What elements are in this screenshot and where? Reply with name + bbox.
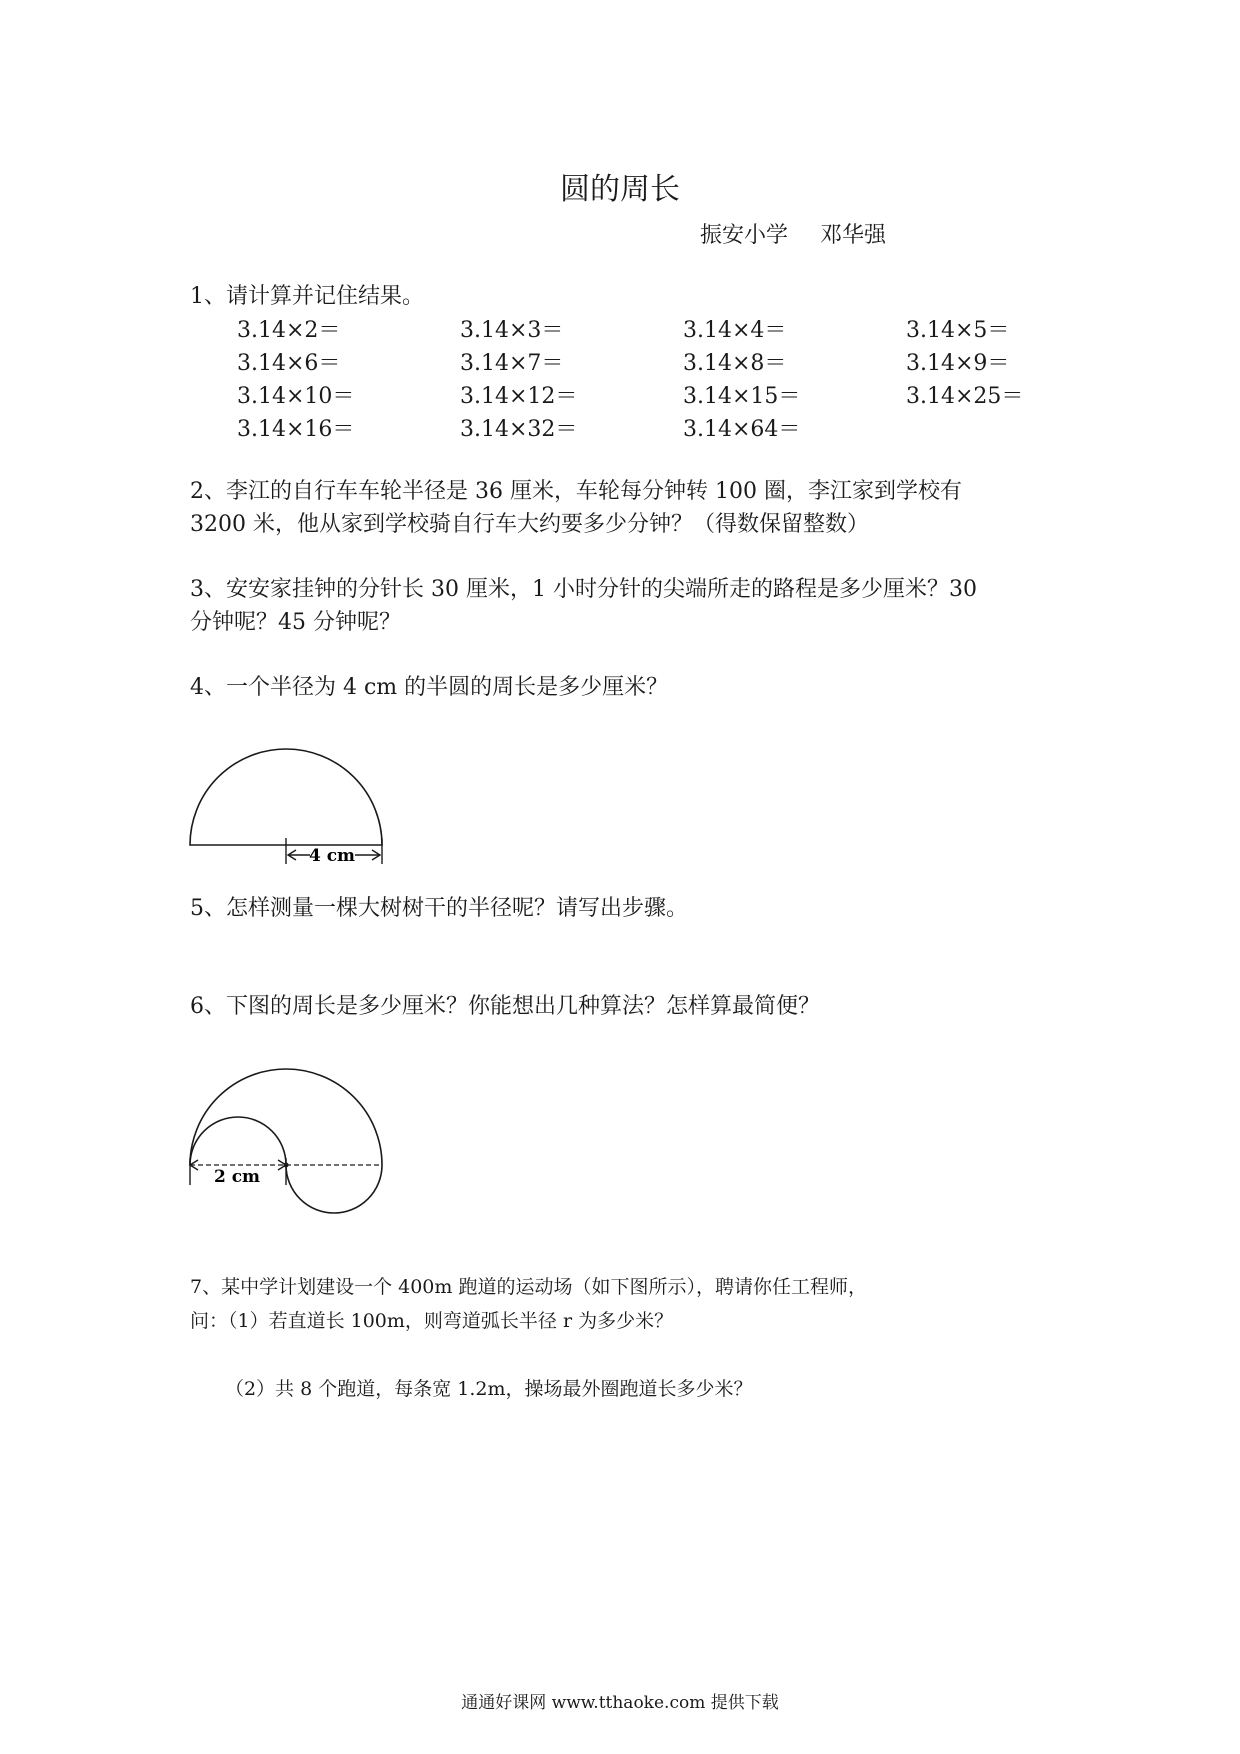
question-4-text: 4、一个半径为 4 cm 的半圆的周长是多少厘米？ [190,675,669,700]
question-2-line-2: 3200 米，他从家到学校骑自行车大约要多少分钟？（得数保留整数） [190,512,869,537]
question-7-line-3: （2）共 8 个跑道，每条宽 1.2m，操场最外圈跑道长多少米？ [225,1378,753,1400]
calculation-item: 3.14×7＝ [460,351,564,376]
footer-credit: 通通好课网 www.tthaoke.com 提供下载 [461,1693,779,1713]
question-3-line-1: 3、安安家挂钟的分针长 30 厘米，1 小时分针的尖端所走的路程是多少厘米？30 [190,577,977,602]
calculation-item: 3.14×10＝ [237,384,355,409]
large-semicircle-arc [190,1069,382,1165]
author-school: 振安小学 [700,223,789,248]
calculation-item: 3.14×16＝ [237,417,355,442]
calculation-item: 3.14×6＝ [237,351,341,376]
small-lower-semicircle-arc [286,1165,382,1213]
question-7-line-2: 问：（1）若直道长 100m，则弯道弧长半径 r 为多少米？ [190,1310,674,1332]
calculation-item: 3.14×25＝ [906,384,1024,409]
calculation-item: 3.14×2＝ [237,318,341,343]
page-title: 圆的周长 [560,172,680,207]
calculation-item: 3.14×32＝ [460,417,578,442]
calculation-item: 3.14×8＝ [683,351,787,376]
author-name: 邓华强 [820,223,887,248]
question-1-prompt: 1、请计算并记住结果。 [190,284,424,309]
question-6-text: 6、下图的周长是多少厘米？你能想出几种算法？怎样算最简便？ [190,994,820,1019]
semicircle-figure [180,730,410,870]
semicircle-outline [190,749,382,845]
double-semicircle-figure [180,1050,400,1250]
calculation-item: 3.14×15＝ [683,384,801,409]
calculation-item: 3.14×3＝ [460,318,564,343]
radius-label: 4 cm [308,846,356,866]
calculation-item: 3.14×64＝ [683,417,801,442]
calculation-item: 3.14×12＝ [460,384,578,409]
question-3-line-2: 分钟呢？45 分钟呢？ [190,610,401,635]
small-upper-semicircle-arc [190,1117,286,1165]
question-2-line-1: 2、李江的自行车车轮半径是 36 厘米，车轮每分钟转 100 圈，李江家到学校有 [190,479,962,504]
calculation-item: 3.14×5＝ [906,318,1010,343]
question-7-line-1: 7、某中学计划建设一个 400m 跑道的运动场（如下图所示），聘请你任工程师， [190,1276,867,1298]
diameter-label: 2 cm [213,1167,261,1187]
question-5-text: 5、怎样测量一棵大树树干的半径呢？请写出步骤。 [190,896,688,921]
calculation-item: 3.14×9＝ [906,351,1010,376]
calculation-item: 3.14×4＝ [683,318,787,343]
